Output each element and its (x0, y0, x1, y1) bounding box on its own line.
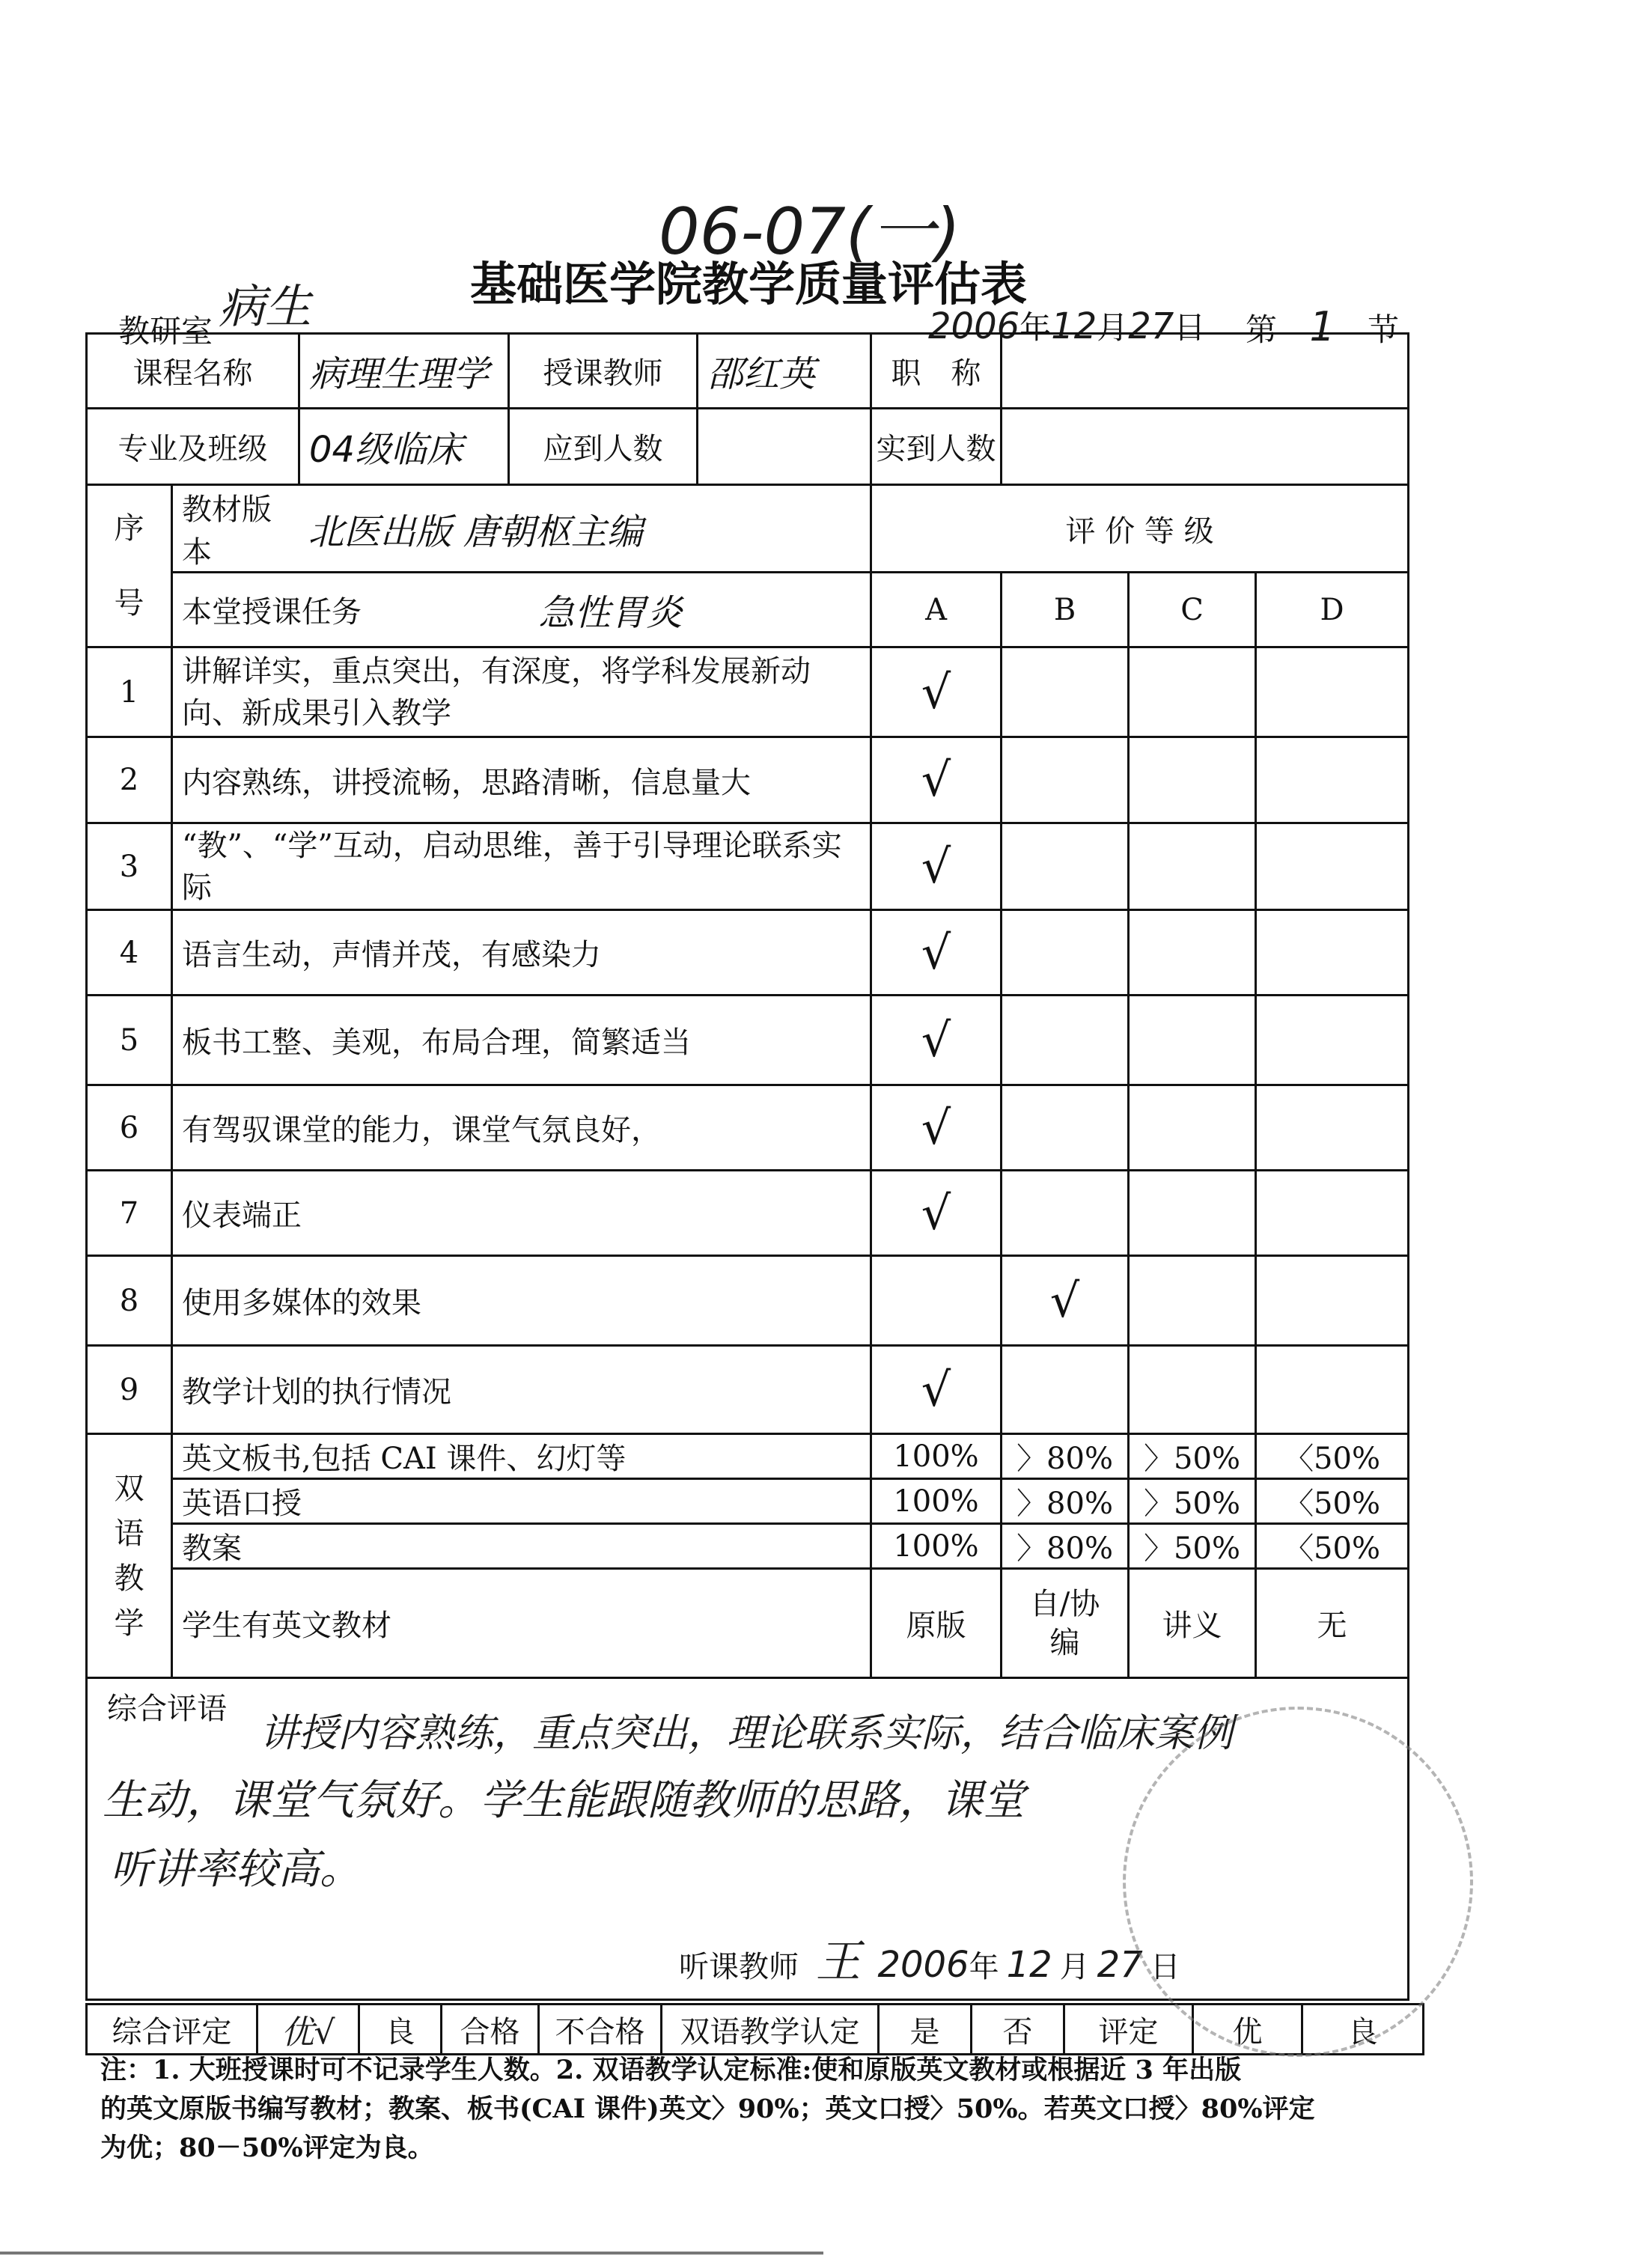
listener-month-label: 月 (1059, 1950, 1090, 1984)
grade-b-cell[interactable] (1002, 737, 1129, 823)
grade-a-cell[interactable] (871, 996, 1002, 1085)
overall-label: 综合评定 (87, 2005, 257, 2055)
criterion-no: 7 (87, 1171, 172, 1256)
form-title: 基础医学院教学质量评估表 (469, 257, 1027, 311)
handwritten-form-code: 06-07(一) (659, 195, 960, 269)
bilingual-a[interactable]: 100% (871, 1479, 1002, 1524)
listener-day-label: 日 (1150, 1950, 1180, 1984)
bilingual-c[interactable]: 〉50% (1129, 1479, 1256, 1524)
class-row (87, 409, 1409, 485)
scan-edge (0, 2252, 823, 2255)
assess-label: 评定 (1064, 2005, 1193, 2055)
textbook-label: 教材版本 (172, 485, 299, 573)
textbook-none[interactable]: 无 (1256, 1569, 1409, 1678)
grade-c-cell[interactable] (1129, 647, 1256, 737)
assess-excellent[interactable]: 优 (1193, 2005, 1302, 2055)
bilingual-d[interactable]: 〈50% (1256, 1479, 1409, 1524)
criterion-text: 使用多媒体的效果 (172, 1256, 871, 1346)
check-mark-icon: √ (1049, 1272, 1080, 1328)
criterion-text: 教学计划的执行情况 (172, 1346, 871, 1434)
grade-b-cell[interactable] (1002, 823, 1129, 910)
grade-c-cell[interactable] (1129, 737, 1256, 823)
grade-c-cell[interactable] (1129, 1256, 1256, 1346)
course-row (87, 334, 1409, 409)
date-month: 12 (1051, 305, 1097, 347)
criterion-row (87, 1085, 1409, 1171)
grade-b-cell[interactable] (1002, 1171, 1129, 1256)
grade-b-cell[interactable] (1002, 647, 1129, 737)
title-label: 职 称 (871, 334, 1002, 409)
bilingual-row (87, 1524, 1409, 1569)
comment-line-2: 生动，课堂气氛好。学生能跟随教师的思路，课堂 (103, 1776, 1025, 1825)
grade-a-cell[interactable] (871, 1346, 1002, 1434)
criterion-row (87, 823, 1409, 910)
bilingual-item: 英文板书,包括 CAI 课件、幻灯等 (172, 1434, 871, 1479)
criterion-text: 讲解详实，重点突出，有深度，将学科发展新动向、新成果引入教学 (172, 647, 871, 737)
note-line-1: 注：1. 大班授课时可不记录学生人数。2. 双语教学认定标准:使和原版英文教材或根据近 3 年出版 (100, 2055, 1242, 2085)
bilingual-yes[interactable]: 是 (879, 2005, 972, 2055)
check-mark-icon: √ (921, 838, 951, 894)
teacher-value: 邵红英 (698, 334, 871, 409)
date-day: 27 (1128, 305, 1174, 347)
actual-value (1002, 409, 1409, 485)
criterion-no: 6 (87, 1085, 172, 1171)
comment-label: 综合评语 (107, 1692, 227, 1726)
grade-a-cell[interactable] (871, 910, 1002, 996)
listener-year-label: 年 (969, 1950, 999, 1984)
title-value (1002, 334, 1409, 409)
bilingual-a[interactable]: 100% (871, 1524, 1002, 1569)
overall-option-pass[interactable]: 合格 (442, 2005, 539, 2055)
seq-label-text: 序号 (114, 511, 144, 621)
bilingual-item: 教案 (172, 1524, 871, 1569)
textbook-value: 北医出版 唐朝枢主编 (299, 485, 871, 573)
criterion-text: “教”、“学”互动，启动思维，善于引导理论联系实际 (172, 823, 871, 910)
check-mark-icon: √ (921, 752, 951, 807)
bilingual-cert-label: 双语教学认定 (662, 2005, 879, 2055)
selected-mark-icon: √ (314, 2014, 335, 2052)
criterion-row (87, 1171, 1409, 1256)
criterion-no: 3 (87, 823, 172, 910)
criterion-text: 仪表端正 (172, 1171, 871, 1256)
comment-line-1: 讲授内容熟练，重点突出，理论联系实际，结合临床案例 (260, 1711, 1234, 1756)
bilingual-item: 英语口授 (172, 1479, 871, 1524)
grade-d-cell[interactable] (1256, 1346, 1409, 1434)
grade-b-header: B (1002, 573, 1129, 647)
overall-option-excellent[interactable] (257, 2005, 359, 2055)
criterion-text: 内容熟练，讲授流畅，思路清晰，信息量大 (172, 737, 871, 823)
grade-b-cell[interactable] (1002, 1085, 1129, 1171)
listener-label: 听课教师 (679, 1950, 799, 1984)
grade-c-cell[interactable] (1129, 910, 1256, 996)
bilingual-row (87, 1479, 1409, 1524)
dept-label: 教研室 (118, 313, 213, 350)
criterion-row (87, 910, 1409, 996)
grade-d-cell[interactable] (1256, 1171, 1409, 1256)
seq-label (87, 485, 172, 647)
session-suffix: 节 (1368, 311, 1400, 348)
class-value: 04级临床 (299, 409, 509, 485)
course-label: 课程名称 (87, 334, 299, 409)
criterion-no: 9 (87, 1346, 172, 1434)
listener-signature: 王 (815, 1936, 861, 1988)
criterion-row (87, 737, 1409, 823)
criterion-row (87, 1256, 1409, 1346)
check-mark-icon: √ (921, 664, 951, 719)
grade-a-cell[interactable] (871, 1171, 1002, 1256)
grade-b-cell[interactable] (1002, 1346, 1129, 1434)
criterion-no: 8 (87, 1256, 172, 1346)
check-mark-icon: √ (921, 1362, 951, 1417)
dept-value: 病生 (219, 279, 312, 334)
listener-signature-line (679, 1926, 1180, 1990)
task-row (87, 573, 1409, 647)
expected-label: 应到人数 (509, 409, 698, 485)
comment-line-3: 听讲率较高。 (110, 1845, 362, 1894)
grade-a-cell[interactable] (871, 737, 1002, 823)
criterion-no: 1 (87, 647, 172, 737)
check-mark-icon: √ (921, 1012, 951, 1067)
assess-good[interactable]: 良 (1302, 2005, 1424, 2055)
textbook-handout[interactable]: 讲义 (1129, 1569, 1256, 1678)
overall-option-fail[interactable]: 不合格 (539, 2005, 662, 2055)
criterion-text: 有驾驭课堂的能力，课堂气氛良好， (172, 1085, 871, 1171)
bilingual-label-text: 双语教学 (114, 1471, 144, 1641)
grade-c-cell[interactable] (1129, 1085, 1256, 1171)
criterion-row (87, 1346, 1409, 1434)
expected-value (698, 409, 871, 485)
bilingual-d[interactable]: 〈50% (1256, 1434, 1409, 1479)
bilingual-label (87, 1434, 172, 1678)
selected-excellent: 优 (281, 2014, 314, 2052)
check-mark-icon: √ (921, 924, 951, 980)
textbook-row (87, 485, 1409, 573)
bilingual-c[interactable]: 〉50% (1129, 1524, 1256, 1569)
task-value: 急性胃炎 (509, 573, 871, 647)
note-line-2: 的英文原版书编写教材；教案、板书(CAI 课件)英文〉90%；英文口授〉50%。若英文口授〉80%评定 (100, 2094, 1315, 2124)
grade-c-header: C (1129, 573, 1256, 647)
session-value: 1 (1309, 303, 1335, 350)
grade-a-cell[interactable] (871, 647, 1002, 737)
official-stamp (1123, 1707, 1473, 2057)
grade-a-cell[interactable] (871, 823, 1002, 910)
note-line-3: 为优；80－50%评定为良。 (100, 2133, 434, 2163)
criterion-no: 2 (87, 737, 172, 823)
bilingual-textbook-row (87, 1569, 1409, 1678)
grade-label: 评 价 等 级 (871, 485, 1409, 573)
grade-b-cell[interactable] (1002, 1256, 1129, 1346)
grade-d-cell[interactable] (1256, 823, 1409, 910)
textbook-self-edited-text: 自/协编 (1029, 1586, 1100, 1660)
session-prefix: 第 (1246, 311, 1278, 348)
task-label: 本堂授课任务 (172, 573, 509, 647)
grade-b-cell[interactable] (1002, 910, 1129, 996)
listener-date-day: 27 (1097, 1944, 1143, 1986)
textbook-original[interactable]: 原版 (871, 1569, 1002, 1678)
bilingual-c[interactable]: 〉50% (1129, 1434, 1256, 1479)
grade-c-cell[interactable] (1129, 996, 1256, 1085)
overall-option-good[interactable]: 良 (359, 2005, 442, 2055)
grade-d-cell[interactable] (1256, 1085, 1409, 1171)
textbook-self-edited[interactable] (1002, 1569, 1129, 1678)
bilingual-b[interactable]: 〉80% (1002, 1434, 1129, 1479)
listener-date-month: 12 (1006, 1944, 1052, 1986)
grade-b-cell[interactable] (1002, 996, 1129, 1085)
date-year: 2006 (928, 305, 1020, 347)
criterion-row (87, 996, 1409, 1085)
grade-d-cell[interactable] (1256, 647, 1409, 737)
bilingual-a[interactable]: 100% (871, 1434, 1002, 1479)
criterion-row (87, 647, 1409, 737)
teacher-label: 授课教师 (509, 334, 698, 409)
criterion-text: 板书工整、美观，布局合理，简繁适当 (172, 996, 871, 1085)
bilingual-b[interactable]: 〉80% (1002, 1479, 1129, 1524)
class-label: 专业及班级 (87, 409, 299, 485)
bilingual-row (87, 1434, 1409, 1479)
grade-d-cell[interactable] (1256, 910, 1409, 996)
grade-c-cell[interactable] (1129, 1171, 1256, 1256)
bilingual-b[interactable]: 〉80% (1002, 1524, 1129, 1569)
check-mark-icon: √ (921, 1100, 951, 1155)
grade-d-cell[interactable] (1256, 737, 1409, 823)
criterion-no: 4 (87, 910, 172, 996)
date-month-label: 月 (1097, 309, 1129, 346)
grade-a-cell[interactable] (871, 1256, 1002, 1346)
check-mark-icon: √ (921, 1185, 951, 1240)
grade-d-cell[interactable] (1256, 996, 1409, 1085)
grade-d-cell[interactable] (1256, 1256, 1409, 1346)
bilingual-d[interactable]: 〈50% (1256, 1524, 1409, 1569)
date-year-label: 年 (1019, 309, 1052, 346)
grade-a-cell[interactable] (871, 1085, 1002, 1171)
criterion-text: 语言生动，声情并茂，有感染力 (172, 910, 871, 996)
bilingual-no[interactable]: 否 (972, 2005, 1064, 2055)
actual-label: 实到人数 (871, 409, 1002, 485)
date-day-label: 日 (1174, 309, 1206, 346)
listener-date-year: 2006 (877, 1944, 969, 1986)
criterion-no: 5 (87, 996, 172, 1085)
grade-c-cell[interactable] (1129, 823, 1256, 910)
bilingual-textbook-item: 学生有英文教材 (172, 1569, 871, 1678)
course-value: 病理生理学 (299, 334, 509, 409)
grade-a-header: A (871, 573, 1002, 647)
grade-c-cell[interactable] (1129, 1346, 1256, 1434)
grade-d-header: D (1256, 573, 1409, 647)
